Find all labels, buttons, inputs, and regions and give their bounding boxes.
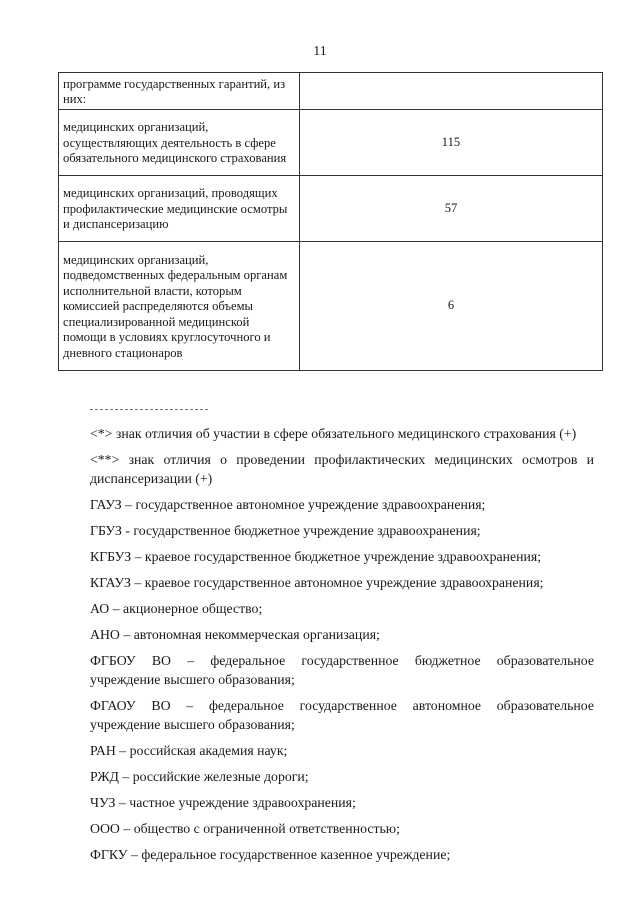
abbreviation-kgauz: КГАУЗ – краевое государственное автономное учреждение здравоохранения;: [90, 575, 544, 590]
page-number: 11: [313, 44, 327, 59]
row-value: 57: [300, 176, 603, 242]
abbreviation-fgaou-line-2: учреждение высшего образования;: [90, 717, 295, 732]
abbreviation-fgbou-line-2: учреждение высшего образования;: [90, 672, 295, 687]
statistics-table: [58, 72, 603, 371]
abbreviation-ooo: ООО – общество с ограниченной ответственностью;: [90, 821, 400, 836]
row-value: 6: [300, 242, 603, 371]
table-row: [59, 242, 603, 371]
table-row: [59, 73, 603, 110]
abbreviation-ao: АО – акционерное общество;: [90, 601, 263, 616]
row-label: программе государственных гарантий, из них:: [59, 73, 300, 110]
table-row: [59, 110, 603, 176]
abbreviation-fgku: ФГКУ – федеральное государственное казенное учреждение;: [90, 847, 451, 862]
abbreviation-ano: АНО – автономная некоммерческая организация;: [90, 627, 380, 642]
notes-section: [90, 424, 594, 871]
row-label: медицинских организаций, осуществляющих деятельность в сфере обязательного медицинского страхования: [59, 110, 300, 176]
row-value: 115: [300, 110, 603, 176]
row-label: медицинских организаций, проводящих профилактические медицинские осмотры и диспансеризацию: [59, 176, 300, 242]
abbreviation-kgbuz: КГБУЗ – краевое государственное бюджетное учреждение здравоохранения;: [90, 549, 542, 564]
abbreviation-fgbou-line-1: ФГБОУ ВО – федеральное государственное бюджетное образовательное: [90, 653, 594, 668]
abbreviation-ran: РАН – российская академия наук;: [90, 743, 288, 758]
footnote-2-line-2: диспансеризации (+): [90, 471, 213, 486]
abbreviation-chuz: ЧУЗ – частное учреждение здравоохранения;: [90, 795, 356, 810]
abbreviation-fgaou-line-1: ФГАОУ ВО – федеральное государственное автономное образовательное: [90, 698, 594, 713]
row-value: [300, 73, 603, 110]
abbreviation-gauz: ГАУЗ – государственное автономное учреждение здравоохранения;: [90, 497, 486, 512]
footnote-2-line-1: <**> знак отличия о проведении профилактических медицинских осмотров и: [90, 452, 594, 467]
abbreviation-rzhd: РЖД – российские железные дороги;: [90, 769, 309, 784]
footnote-1: <*> знак отличия об участии в сфере обязательного медицинского страхования (+): [90, 426, 577, 441]
table-row: [59, 176, 603, 242]
abbreviation-gbuz: ГБУЗ - государственное бюджетное учреждение здравоохранения;: [90, 523, 481, 538]
footnote-divider: [90, 409, 208, 410]
row-label: медицинских организаций, подведомственных федеральным органам исполнительной власти, которым комиссией распределяются объемы специализированной медицинской помощи в условиях круглосуточного и дневного стационаров: [59, 242, 300, 371]
